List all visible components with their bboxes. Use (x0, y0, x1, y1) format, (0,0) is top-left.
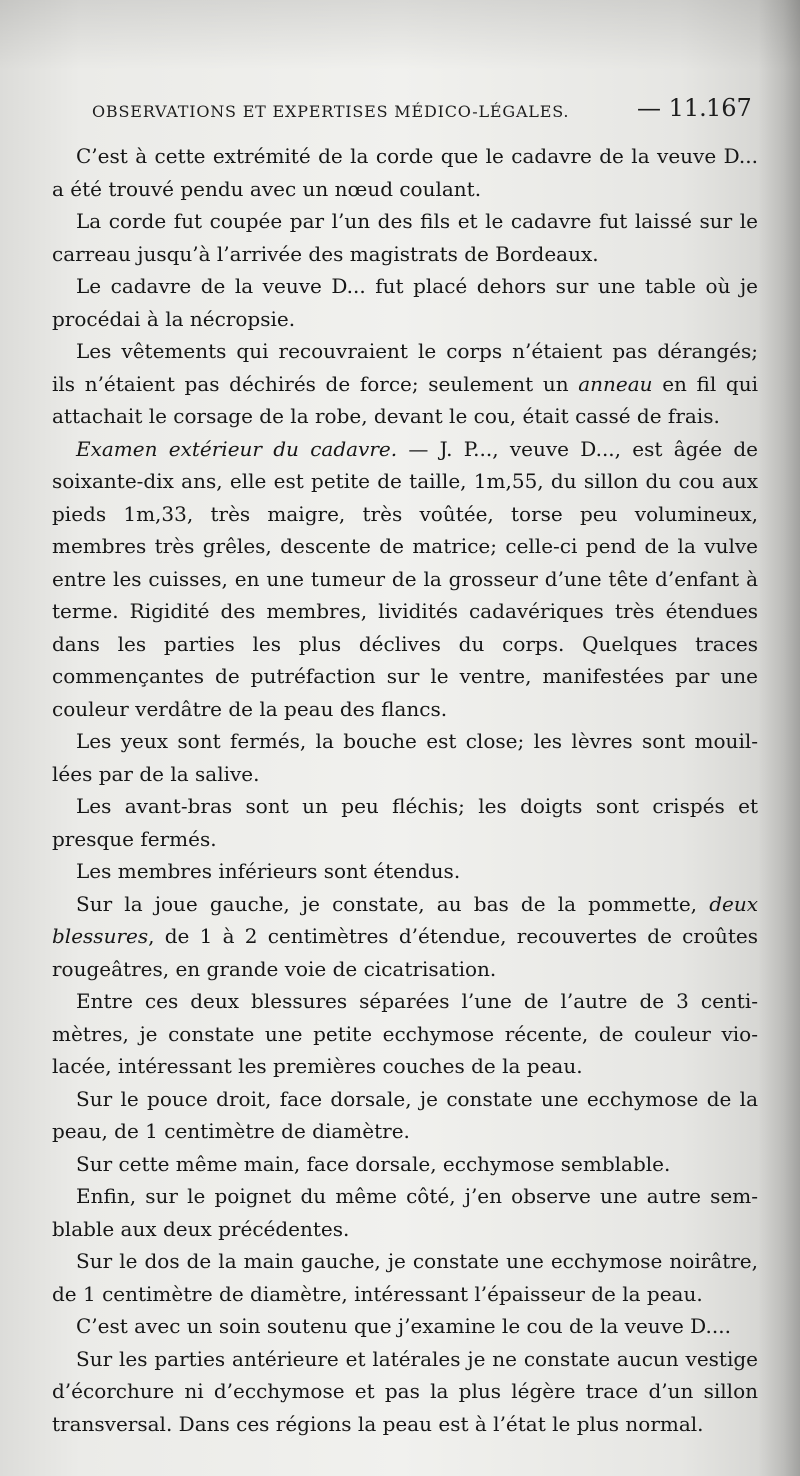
page-number: 167 (706, 94, 752, 122)
paragraph-text: Les membres inférieurs sont étendus. (76, 859, 461, 883)
paragraph (52, 1148, 758, 1181)
paragraph-text: , de 1 à 2 centimètres d’étendue, recouvertes de croûtes rougeâtres, en grande voie de cicatrisation. (52, 924, 758, 981)
paragraph-text: Sur le pouce droit, face dorsale, je constate une ecchymose de la peau, de 1 centimètre de diamètre. (52, 1086, 758, 1143)
paragraph (52, 855, 758, 888)
paragraph-text: Les avant-bras sont un peu fléchis; les doigts sont crispés et presque fermés. (52, 794, 758, 851)
paragraph-text: Enfin, sur le poignet du même côté, j’en observe une autre semblable aux deux précédentes. (52, 1184, 758, 1241)
paragraph (52, 1083, 758, 1148)
paragraph (52, 790, 758, 855)
paragraph (52, 888, 758, 986)
paragraph (52, 725, 758, 790)
paragraph (52, 1180, 758, 1245)
paragraph (52, 335, 758, 433)
paragraph-text: Les yeux sont fermés, la bouche est close; les lèvres sont mouillées par de la salive. (52, 729, 758, 786)
italic-text: Examen extérieur du cadavre. (76, 436, 398, 461)
paragraph-text: C’est à cette extrémité de la corde que le cadavre de la veuve D... a été trouvé pendu avec un nœud coulant. (52, 144, 758, 201)
paragraph-text: Le cadavre de la veuve D... fut placé dehors sur une table où je procédai à la nécropsie. (52, 274, 758, 331)
paragraph (52, 1343, 758, 1441)
paragraph-text: Les vêtements qui recouvraient le corps n’étaient pas dérangés; ils n’étaient pas déchirés de force; seulement un (52, 339, 758, 396)
paragraph (52, 140, 758, 205)
paragraph-text: Sur les parties antérieure et latérales je ne constate aucun vestige d’écorchure ni d’ecchymose et pas la plus légère trace d’un sillon transversal. Dans ces régions la peau est à l’état le plus normal. (52, 1346, 758, 1436)
page-top-shadow (0, 0, 800, 70)
paragraph (52, 205, 758, 270)
body-text (52, 140, 758, 1440)
running-title: OBSERVATIONS ET EXPERTISES MÉDICO-LÉGALES. (92, 102, 570, 121)
page-edge-shadow (758, 0, 800, 1476)
paragraph-text: La corde fut coupée par l’un des fils et le cadavre fut laissé sur le carreau jusqu’à l’arrivée des magistrats de Bordeaux. (52, 209, 758, 266)
paragraph-text: — J. P..., veuve D..., est âgée de soixante-dix ans, elle est petite de taille, 1m,55, du sillon du cou aux pieds 1m,33, très maigre, très voûtée, torse peu volumineux, membres très grêles, descente de matrice; celle-ci pend de la vulve entre les cuisses, en une tumeur de la grosseur d’une tête d’enfant à terme. Rigidité des membres, lividités cadavériques très étendues dans les parties les plus déclives du corps. Quelques traces commençantes de putréfaction sur le ventre, manifestées par une couleur verdâtre de la peau des flancs. (52, 436, 758, 721)
paragraph-text: C’est avec un soin soutenu que j’examine le cou de la veuve D.... (76, 1314, 731, 1338)
page-header (92, 92, 772, 128)
italic-text: anneau (578, 371, 653, 396)
section-number: — 11. (637, 94, 707, 122)
paragraph-text: Sur la joue gauche, je constate, au bas de la pommette, (76, 891, 710, 916)
paragraph-text: en fil qui attachait le corsage de la robe, devant le cou, était cassé de frais. (52, 371, 759, 428)
paragraph-text: Sur le dos de la main gauche, je constate une ecchymose noirâtre, de 1 centimètre de diamètre, intéressant l’épaisseur de la peau. (52, 1249, 758, 1306)
paragraph (52, 270, 758, 335)
paragraph (52, 985, 758, 1083)
paragraph-text: Sur cette même main, face dorsale, ecchymose semblable. (76, 1151, 671, 1176)
paragraph (52, 1310, 758, 1343)
paragraph-text: Entre ces deux blessures séparées l’une de l’autre de 3 centimètres, je constate une petite ecchymose récente, de couleur violacée, intéressant les premières couches de la peau. (52, 989, 758, 1078)
paragraph (52, 433, 758, 726)
italic-text: deux blessures (52, 891, 758, 948)
paragraph (52, 1245, 758, 1310)
